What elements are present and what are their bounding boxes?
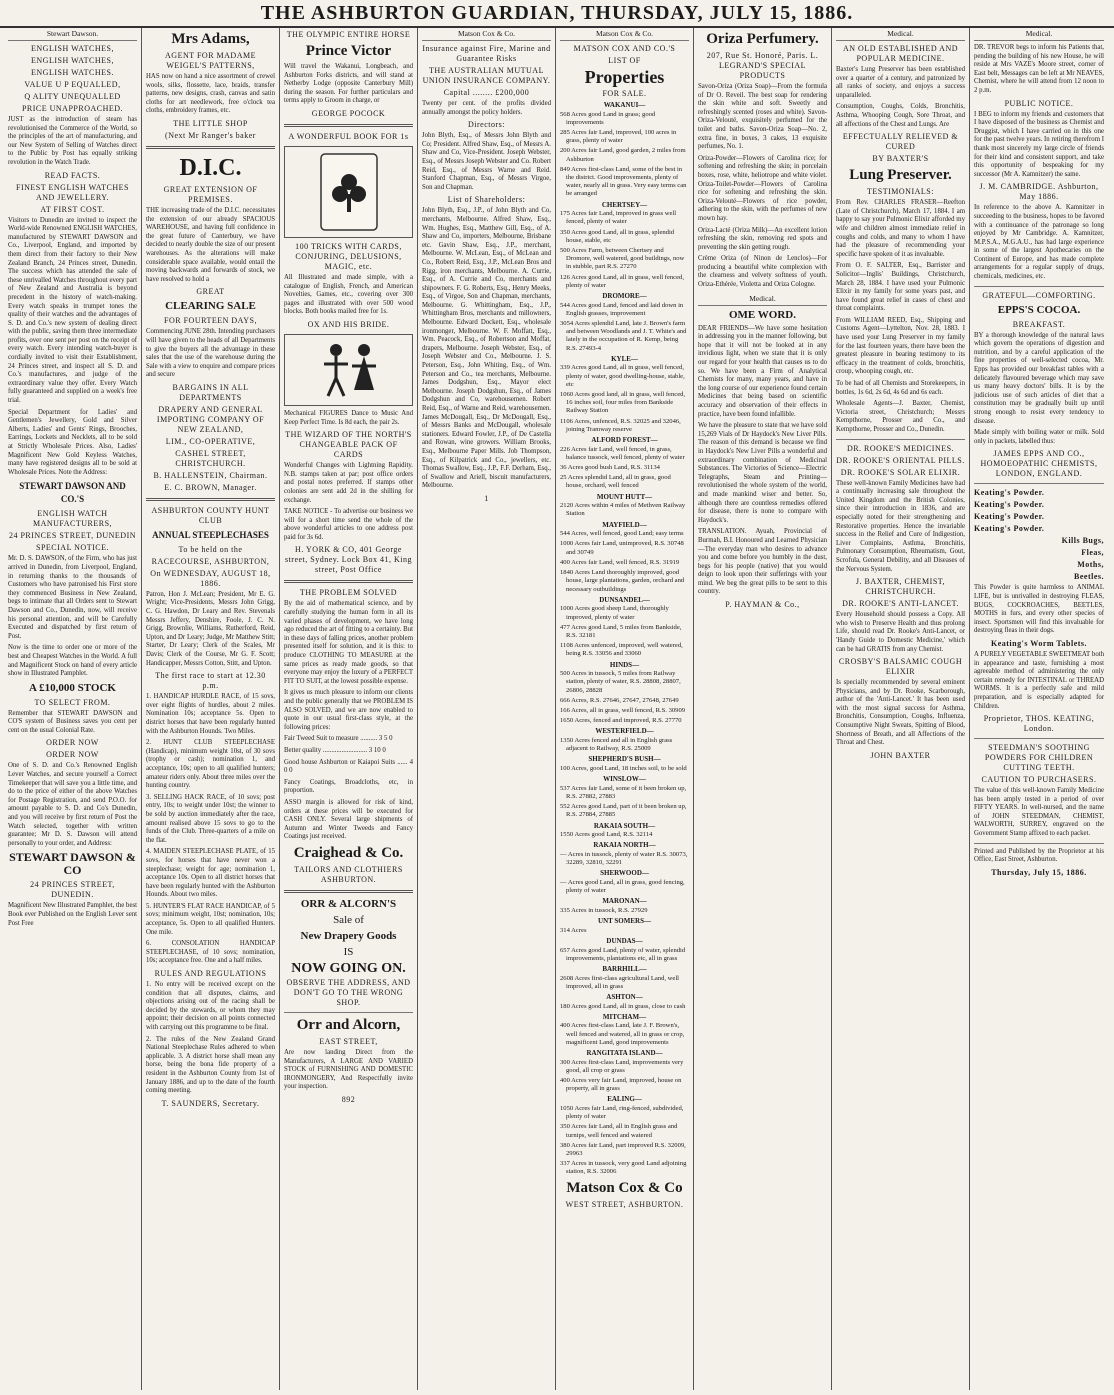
property-entry: 1000 Acres good sheep Land, thoroughly improved, plenty of water: [560, 605, 669, 621]
property-location: RAKAIA SOUTH—: [593, 821, 656, 830]
property-entry: 544 Acres good Land, fenced and laid down in English grasses, improvement: [560, 301, 684, 317]
subheading: SPECIAL NOTICE.: [36, 543, 109, 553]
ad-paragraph: HAS now on hand a nice assortment of crewel wools, silks, flossette, lace, braids, transfer patterns, new designs, crash, canvas and satin cloths for art needlework, free o'clock tea cloths, embroidery frames, etc.: [146, 73, 275, 115]
race-entry: 5. HUNTER'S FLAT RACE HANDICAP, of 5 sovs; minimum weight, 10st; nomination, 10s; acceptance, 5s. Open to all qualified Hunters. One mile.: [146, 902, 275, 936]
property-entry: 350 Acres good Land, all in grass, splendid house, stable, etc: [560, 228, 675, 244]
signature: J. BAXTER, CHEMIST, CHRISTCHURCH.: [855, 577, 946, 597]
ad-paragraph: DEAR FRIENDS—We have some hesitation in addressing you in the manner following, but hope that it will not be looked at in any invidious light, when we state that it is only our regard for your health that causes us to do so. We have been a Firm of Analytical Chemists for many, many years, and have in the long course of our experience found certain Medicines that being based on scientific accuracy and observation of their effects in practice, have been found infallible.: [698, 324, 827, 418]
ad-paragraph: JUST as the introduction of steam has revolutionised the Commerce of the World, so the principles of the art of manufacturing, and our New System of Selling of Watches direct to the Public by Post has equally striking revolution in the Watch Trade.: [8, 116, 137, 166]
ad-title: Mrs Adams,: [171, 31, 250, 47]
property-entry: 537 Acres fair Land, some of it been broken up, R.S. 27882, 27883: [560, 784, 687, 800]
column-properties: [556, 28, 694, 1390]
property-location: DUNDAS—: [606, 936, 643, 945]
illustration-playing-card: [284, 146, 413, 238]
ad-paragraph: One of S. D. and Co.'s Renowned English Lever Watches, and secure yourself a Correct Timekeeper that will save you a little time, and do to the price of either of the above Watches for Postage Registration, and send P.O.O. for amount payable to S. D. and Co's Dunedin, and you will receive by first return of Post the Watch selected, together with written guarantee; Mr D. S. Dawson will attend personally to your order, and Address:: [8, 762, 137, 847]
column-prince-victor: [280, 28, 418, 1390]
property-entry: 335 Acres in tussock, R.S. 27929: [560, 906, 648, 914]
ad-paragraph: Mr. D. S. DAWSON, of the Firm, who has just arrived in Dunedin, from Liverpool, England, in returning thanks to the thousands of Customers who have patronised his First store they commenced Business in New Zealand, begs to intimate that all Orders sent to Stewart Dawson and Co., Dunedin, now, will receive his personal attention, and will be Carefully Executed and dispatched by first return of Post.: [8, 555, 137, 640]
property-entry: 400 Acres fair Land, well fenced, R.S. 31919: [560, 558, 680, 566]
club-card-icon: [319, 152, 379, 232]
price-line: Fair Tweed Suit to measure .......... 3 5 0: [284, 735, 393, 743]
signature: T. SAUNDERS, Secretary.: [161, 1098, 260, 1108]
subheading: CROSBY'S BALSAMIC COUGH ELIXIR: [838, 657, 963, 677]
firm-name: Craighead & Co.: [293, 844, 404, 861]
signature: JOHN BAXTER: [870, 750, 931, 760]
property-location: WINSLOW—: [603, 775, 646, 784]
ad-paragraph: Crème Oriza (of Ninon de Lenclos)—For producing a beautiful white complexion with the clearness and velvety softness of youth. Oriza-Ethérée, Violetta and Oriza Cologne.: [698, 255, 827, 289]
subheading: TESTIMONIALS:: [867, 187, 934, 197]
subheading: Directors:: [468, 120, 505, 130]
property-entry: 568 Acres good Land in grass; good improvements: [560, 110, 656, 126]
property-entry: 1106 Acres, unfenced, R.S. 32025 and 32046, joining Tramway reserve: [560, 417, 681, 433]
column-notices: [970, 28, 1108, 1390]
property-entry: 477 Acres good Land, 5 miles from Bankside, R.S. 32181: [560, 623, 682, 639]
headline-line: ENGLISH WATCHES,: [31, 44, 114, 53]
property-entry: — Acres good Land, all in grass, good fencing, plenty of water: [560, 878, 685, 895]
property-location: EALING—: [607, 1095, 642, 1104]
event-line: The first race to start at 12.30 p.m.: [155, 671, 266, 691]
kills-line: Beetles.: [1074, 572, 1104, 582]
sale-heading: New Drapery Goods: [300, 929, 397, 942]
subheading: TO SELECT FROM.: [34, 697, 111, 707]
keating-line: Keating's Powder.: [974, 488, 1045, 498]
property-entry: 126 Acres good Land, all in grass, well fenced, plenty of water: [560, 273, 684, 289]
property-entry: 314 Acres: [560, 926, 587, 934]
event-heading: ANNUAL STEEPLECHASES: [152, 529, 269, 540]
property-location: MITCHAM—: [602, 1012, 647, 1021]
firm-address: 24 PRINCES STREET, DUNEDIN.: [30, 880, 115, 900]
ad-number: 892: [341, 1094, 356, 1104]
ad-title: Lung Preserver.: [849, 167, 952, 184]
shareholders-list: John Blyth, Esq., J.P., of John Blyth and Co, merchants, Melbourne. Alfred Shaw, Esq., Wm. Hughes, Esq., Matthew Gill, Esq., of A. Shaw and Co, importers, Melbourne, Brisbane etc. Gavin Shaw, Esq., J.P., merchant, Melbourne. W. McLean, Esq., of McLean and Co., Robert Reid, Esq., J.P., McLean Bros and Rigg, iron merchants, Melbourne. A. Currie, Esq., of A. Currie and Co, merchants and shipowners. F. G. Roberts, Esq., Henry Meeks, Esq., of Virgoe, Son and Chapman, merchants, Melbourne. G. Whittingham, Esq., J.P., Whittingham Bros, merchants and millowners, Melbourne. Edward Dockett, Esq., wholesale ironmonger, Melbourne. W. F. Moffatt, Esq., Wm. Peacock, Esq., of Robertson and Moffat, drapers, Melbourne. Joseph Webster, Esq., of Joseph Webster and Co., Melbourne. J. S. Peterson, Esq., John Whiting, Esq., of Wm. Peterson and Co., tea merchants, Melbourne. James Dodgshun, Esq., Mayor elect Melbourne. Joseph Dodgshun, Esq., of James Dodgshun and Co, warehousemen. Robert Reid, Esq., of Warne and Reid, warehousemen. James McDougall, Esq., Dr McDougall, Esq., of Messrs Banks and McDougall, wholesale stationers. Edward Fowler, J.P., of De Castella and Rowan, wine growers. William Brooks, Esq., Melbourne Paper Mills. Job Thompson, Esq., of Kilpatrick and Co., jewellers, etc. Thomas Swallow, Esq., J.P., F.F. Derham, Esq., of Swallow and Ariell, biscuit manufacturers, Melbourne.: [422, 207, 551, 490]
ad-paragraph: Commencing JUNE 28th. Intending purchasers will have given to the heads of all Departments to give the buyers all the advantage in these sales that the use of the warehouse during the Sale with a view to enquire and compare prices and secure: [146, 328, 275, 379]
testimonial: From O. F. SALTER, Esq., Barrister and Solicitor—Inglis' Buildings, Christchurch, March 28, 1884. I have used your Pulmonic Elixir in my family for some years past, and have found great relief in cases of chest and throat complaints.: [836, 262, 965, 313]
ad-paragraph: Wonderful Changes with Lightning Rapidity. N.B. stamps taken at par; post office orders and postal notes preferred. If stamps other colonies are sent add 2d in the shilling for exchange.: [284, 462, 413, 504]
keating-line: Keating's Powder.: [974, 524, 1045, 534]
testimonial: From Rev. CHARLES FRASER—Reefton (Late of Christchurch), March 17, 1884. I am happy to say your Pulmonic Elixir afforded my wife and children almost immediate relief in coughs and colds, and many to whom I have had the pleasure of recommending your specific have spoken of it as invaluable.: [836, 199, 965, 258]
ad-title: OME WORD.: [728, 308, 797, 321]
property-location: MOUNT HUTT—: [596, 492, 653, 501]
property-location: MARONAN—: [602, 897, 647, 906]
ad-paragraph: TRANSLATION. Ayuah, Provincial of Burmah, B.I. Honoured and Learned Physician—The everyday man who desires to advance you and come before you humbly in the dust, begs for his people (native) that you would deign to look upon their sufferings with your mind. We beg the great pills to be sent to this country.: [698, 528, 827, 596]
firm-name: Orr and Alcorn,: [296, 1016, 401, 1033]
ad-paragraph: In reference to the above A. Kamnitzer in succeeding to the business, hopes to be favored with a continuance of the patronage so long enjoyed by Mr Cambridge. A. Kamnitzer, M.P.S.A., M.G.A.U., has had large experience in some of the largest Apothecaries on the Continent of Europe, and has made complete arrangements for a regular supply of drugs, chemicals, medicines, etc.: [974, 204, 1104, 281]
ad-paragraph: Oriza-Powder—Flowers of Carolina rice; for softening and refreshing the skin; in porcelain boxes, rose, white, heliotrope and white violet. Oriza-Toilet-Powder—Flowers of Carolina rice for softening and refreshing the skin. Oriza-Velouté—Flowers of rice powder, adhering to the skin, with the perfumes of new mown hay.: [698, 154, 827, 222]
subheading: EFFECTUALLY RELIEVED & CURED: [842, 132, 959, 152]
ad-paragraph: THE increasing trade of the D.I.C. necessitates the extension of our already SPACIOUS WAREHOUSE, and having full confidence in the great future of Canterbury, we have decided to nearly double the size of our present warehouses. As the alterations will make considerable space available, would entail the moving backwards and forwards of stock, we have resolved to hold a: [146, 206, 275, 283]
ad-paragraph: BY a thorough knowledge of the natural laws which govern the operations of digestion and nutrition, and by a careful application of the fine properties of well-selected cocoa, Mr. Epps has provided our breakfast tables with a delicately flavoured beverage which may save us many heavy doctors' bills. It is by the judicious use of such articles of diet that a constitution may be gradually built up until strong enough to resist every tendency to disease.: [974, 331, 1104, 425]
divider: [146, 498, 275, 501]
ad-paragraph: Twenty per cent. of the profits divided annually amongst the policy holders.: [422, 100, 551, 116]
column-header: Medical.: [836, 28, 965, 41]
ad-paragraph: Special Department for Ladies' and Gentlemen's Jewellery, Gold and Silver Alberts, Ladies' and Gents' Rings, Brooches, Earrings, Lockets and Necklets, all to be sold at Strictly Wholesale Prices. Also, Ladies' Magnificent New Gold Keyless Watches, many have registered designs all to be sold at Wholesale Prices. Note the Address:: [8, 408, 137, 476]
ad-title: A WONDERFUL BOOK FOR 1s: [288, 131, 409, 141]
sale-heading: NOW GOING ON.: [291, 960, 406, 976]
property-entry: — Acres in tussock, plenty of water R.S. 30073, 32289, 32810, 32291: [560, 850, 688, 867]
ad-paragraph: All Illustrated and made simple, with a catalogue of English, French, and American Novelties, Games, etc., covering over 300 pages and illustrated with over 500 wood blocks. Both books mailed free for 1s.: [284, 273, 413, 316]
shop-location: (Next Mr Ranger's baker: [165, 130, 256, 140]
property-entry: 544 Acres, well fenced, good Land; easy terms: [560, 530, 684, 538]
ad-paragraph: We have the pleasure to state that we have sold 15,269 Vials of Dr Haydock's New Liver Pills. The reason of this demand is because we find in Haydock's New Liver Pills a wonderful and extraordinary combination of Medicinal Substances. The Victories of Science—Electric Telegraphs, Steam and Printing—revolutionised the whole system of the world, and made mankind wiser and better. So, although there are countless remedies offered for disease, there is none to compare with Haydock's.: [698, 422, 827, 524]
property-entry: 339 Acres good Land, all in grass, well fenced, plenty of water, good dwelling-house, stable, etc: [560, 364, 685, 388]
signature: E. C. BROWN, Manager.: [164, 482, 257, 492]
subheading: DR. ROOKE'S MEDICINES.: [846, 443, 955, 453]
ad-paragraph: Mechanical FIGURES Dance to Music And Keep Perfect Time. Is 8d each, the pair 2s.: [284, 409, 413, 426]
signature: J. M. CAMBRIDGE. Ashburton, May 1886.: [979, 182, 1099, 202]
property-entry: 2608 Acres first-class agricultural Land, well improved, all in grass: [560, 974, 680, 990]
divider: [284, 580, 413, 583]
ad-paragraph: ASSO margin is allowed for risk of kind, orders at these prices will be executed for CASH ONLY. Several large shipments of Autumn and Winter Tweeds and Fancy Coatings just received.: [284, 798, 413, 841]
firm-name: Matson Cox & Co: [566, 1179, 683, 1196]
company-name: THE AUSTRALIAN MUTUAL UNION INSURANCE COMPANY.: [422, 66, 551, 85]
sale-line: IS: [343, 945, 354, 958]
ad-paragraph: To be had of all Chemists and Storekeepers, in bottles, 1s 6d, 2s 6d, 4s 6d and 6s each.: [836, 380, 965, 396]
column-header: Medical.: [974, 28, 1104, 41]
order-line: ORDER NOW: [46, 750, 99, 760]
divider: [974, 843, 1104, 844]
firm-address: EAST STREET,: [319, 1036, 378, 1046]
property-entry: 1840 Acres Land thoroughly improved, good house, large plantations, garden, orchard and necessary outbuildings: [560, 569, 685, 593]
signature: H. YORK & CO, 401 George street, Sydney. Lock Box 41, King street, Post Office: [284, 545, 413, 575]
signature: B. HALLENSTEIN, Chairman.: [153, 470, 268, 480]
subheading: OBSERVE THE ADDRESS, AND DON'T GO TO THE WRONG SHOP.: [286, 977, 411, 1007]
ad-paragraph: Oriza-Lacté (Oriza Milk)—An excellent lotion refreshing the skin, removing red spots and preventing the skin getting rough.: [698, 226, 827, 251]
property-entry: 350 Acres fair Land, all in English grass and turnips, well fenced and watered: [560, 1123, 678, 1139]
company-name: LIM., CO-OPERATIVE,: [165, 436, 256, 446]
subheading: AT FIRST COST.: [40, 204, 105, 214]
firm-subtitle: ENGLISH WATCH MANUFACTURERS,: [32, 509, 113, 529]
firm-name: MATSON COX AND CO.'S: [573, 44, 676, 53]
signature: JAMES EPPS AND CO., HOMOEOPATHIC CHEMISTS, LONDON, ENGLAND.: [980, 449, 1098, 479]
imprint: Printed and Published by the Proprietor at his Office, East Street, Ashburton.: [974, 847, 1104, 864]
property-location: WAKANUI—: [603, 101, 646, 109]
property-entry: 400 Acres first-class Land, late J. F. Brown's, well fenced and watered, all in grass or crop, magnificent Land, good improvements: [560, 1022, 685, 1046]
divider: [146, 146, 275, 149]
property-location: SHERWOOD—: [600, 869, 649, 878]
ad-paragraph: It gives us much pleasure to inform our clients and the public generally that we PROBLEM IS ALSO SOLVED, and we are now enabled to quote in our usual first-class style, at the following prices:: [284, 689, 413, 731]
ad-subtitle: AN OLD ESTABLISHED AND POPULAR MEDICINE.: [842, 44, 959, 63]
headline-line: Q ALITY UNEQUALLED: [24, 92, 121, 101]
property-location: MAYFIELD—: [602, 520, 647, 529]
subheading: LIST OF: [608, 56, 641, 65]
ad-title: THE PROBLEM SOLVED: [299, 588, 398, 598]
headline-line: ENGLISH WATCHES.: [31, 68, 114, 77]
ad-paragraph: By the aid of mathematical science, and by carefully studying the human form in all its varied phases of development, we have long ago reduced the art of fitting to a certainty. But in these days of falling prices, another problem presented itself for solution, and it is this: to produce CLOTHING TO MEASURE at the same prices as ready made goods, so that everyone may enjoy the luxury of a PERFECT FIT TO SUIT, at the lowest possible expense.: [284, 600, 413, 685]
stock-heading: A £10,000 STOCK: [29, 681, 116, 694]
divider: [284, 890, 413, 893]
column-header: Matson Cox & Co.: [422, 28, 551, 41]
ad-paragraph: 2. The rules of the New Zealand Grand National Steeplechase Rules adhered to when applicable. 3. A district horse shall mean any horse, being the bona fide property of a resident in the Ashburton County from 1st of January 1886, and up to the date of the fourth coming meeting.: [146, 1035, 275, 1095]
column-insurance: [418, 28, 556, 1390]
divider: [974, 738, 1104, 739]
signature: GEORGE POCOCK: [311, 108, 386, 118]
divider: [974, 286, 1104, 287]
ad-paragraph: Will travel the Wakanui, Longbeach, and Ashburton Forks districts, and will stand at Netherby Lodge (opposite Canterbury Mill) during the season. For further particulars and terms apply to Groom in charge, or: [284, 63, 413, 105]
property-list: [560, 101, 689, 1177]
ad-subtitle: 207, Rue St. Honoré, Paris. L. LEGRAND'S SPECIAL PRODUCTS: [706, 51, 819, 80]
column-lung-preserver: [832, 28, 970, 1390]
property-entry: 36 Acres good bush Land, R.S. 31134: [560, 464, 660, 472]
subheading: GRATEFUL—COMFORTING.: [982, 290, 1096, 300]
property-entry: 1108 Acres unfenced, improved, well watered, being R.S. 33056 and 33060: [560, 642, 683, 658]
property-location: DROMORE—: [602, 292, 647, 301]
subheading: Keating's Worm Tablets.: [990, 638, 1088, 648]
subheading: PUBLIC NOTICE.: [1004, 98, 1074, 108]
ad-paragraph: DR. TREVOR begs to inform his Patients that, pending the building of his new House, he will reside at Mrs VAZE's Moore street, corner of East belt, Messages can be left at Mr NEAVES, Chemist, where he will attend from 12 noon to 2 p.m.: [974, 44, 1104, 94]
testimonial: From WILLIAM REED, Esq., Shipping and Customs Agent—Lyttelton, Nov. 28, 1883. I have used your Lung Preserver in my family for the last fourteen years, there have been the greatest pleasure in bearing testimony to its efficacy in the treatment of colds, bronchitis, croup, whooping cough, etc.: [836, 316, 965, 376]
event-date: On WEDNESDAY, AUGUST 18, 1886.: [150, 568, 271, 588]
property-entry: 3054 Acres splendid Land, late J. Brown's farm and between Woodlands and J. T. White's and lately in the occupation of R. Kemp, being R.S. 27493-4: [560, 320, 687, 352]
race-entry: 6. CONSOLATION HANDICAP STEEPLECHASE, of 10 sovs; nomination, 10s; acceptance free. One and a half miles.: [146, 940, 275, 965]
divider: [836, 439, 965, 440]
property-entry: 500 Acres Farm, between Chertsey and Dromore, well watered, good buildings, now in stubble, part R.S. 27270: [560, 247, 685, 271]
subheading: FOR FOURTEEN DAYS,: [164, 316, 257, 326]
headline-line: PRICE UNAPPROACHED.: [21, 104, 124, 113]
ad-paragraph: TAKE NOTICE - To advertise our business we will for a short time send the whole of the above wonderful articles to one address post paid for 3s 6d.: [284, 508, 413, 541]
section-header: Medical.: [698, 293, 827, 306]
property-location: SHEPHERD'S BUSH—: [588, 755, 661, 764]
ad-subtitle: GREAT EXTENSION OF PREMISES.: [163, 184, 258, 204]
club-name: ASHBURTON COUNTY HUNT CLUB: [151, 505, 270, 525]
directors-list: John Blyth, Esq., of Messrs John Blyth and Co; President. Alfred Shaw, Esq., of Messrs A. Shaw and Co, Vice-President. Joseph Webster, Esq., of Messrs Joseph Webster and Co. Robert Reid, Esq., of Messrs Warne and Reid. Stanford Chapman, Esq., of Messrs Virgoe, Son and Chapman.: [422, 132, 551, 191]
masthead: THE ASHBURTON GUARDIAN, THURSDAY, JULY 15, 1886.: [0, 0, 1114, 28]
subheading: READ FACTS.: [44, 170, 101, 180]
illustration-dancing-figures: [284, 334, 413, 406]
property-entry: 285 Acres fair Land, improved, 100 acres in grass, plenty of water: [560, 129, 677, 145]
subheading: GREAT: [196, 287, 225, 297]
property-entry: 25 Acres splendid Land, all in grass, good house, orchard, well fenced: [560, 474, 671, 490]
ad-paragraph: Is specially recommended by several eminent Physicians, and by Dr. Rooke, Scarborough, author of the 'Anti-Lancet.' It has been used with the most signal success for Asthma, Bronchitis, Consumption, Coughs, Influenza, Consumptive Night Sweats, Spitting of Blood, Shortness of Breath, and all Affections of the Throat and Chest.: [836, 679, 965, 747]
event-line: To be held on the: [178, 544, 243, 554]
property-entry: 1550 Acres good Land, R.S. 32114: [560, 831, 653, 839]
race-entry: 2. HUNT CLUB STEEPLECHASE (Handicap), minimum weight 10st, of 30 sovs (trophy or cash); nomination 1, and acceptance, 10s; open to all qualified hunters; amateur riders only. About three miles over the hunting country.: [146, 739, 275, 790]
order-line: ORDER NOW: [46, 738, 99, 748]
kills-line: Fleas,: [1081, 548, 1104, 558]
ad-paragraph: I BEG to inform my friends and customers that I have disposed of the business as Chemist and Druggist, which I have carried on in this one for the past twelve years. In retiring therefrom I thank most sincerely my large circle of friends for their kind and consistent support, and take this opportunity of bespeaking for my successor (Mr A. Kamnitzer) the same.: [974, 110, 1104, 178]
property-location: RAKAIA NORTH—: [593, 841, 656, 850]
property-location: CHERTSEY—: [601, 200, 648, 209]
imprint-date: Thursday, July 15, 1886.: [991, 867, 1087, 877]
ad-subtitle: THE OLYMPIC ENTIRE HORSE: [286, 30, 411, 39]
column-header: Stewart Dawson.: [8, 28, 137, 41]
headline-line: ENGLISH WATCHES,: [31, 56, 114, 65]
ad-title: Properties: [584, 67, 665, 87]
shop-name: THE LITTLE SHOP: [173, 118, 248, 128]
sale-heading: CLEARING SALE: [165, 300, 256, 313]
ad-paragraph: Consumption, Coughs, Colds, Bronchitis, Asthma, Whooping Cough, Sore Throat, and all affections of the Chest and Lungs. Are: [836, 103, 965, 128]
columns: [4, 28, 1110, 1390]
column-mrs-adams-dic: [142, 28, 280, 1390]
ad-paragraph: Magnificent New Illustrated Pamphlet, the best Book ever Published on the English Lever sent Post Free: [8, 902, 137, 927]
subheading: DR. ROOKE'S ORIENTAL PILLS.: [836, 455, 965, 465]
firm-footer: STEWART DAWSON & CO: [9, 850, 136, 878]
property-entry: 380 Acres fair Land, part improved R.S. 32009, 29963: [560, 1141, 686, 1157]
divider: [974, 483, 1104, 484]
property-location: RANGITATA ISLAND—: [586, 1048, 663, 1057]
ad-paragraph: Are now landing Direct from the Manufacturers, A LARGE AND VARIED STOCK of FURNISHING AND DOMESTIC IRONMONGERY, And Respectfully invite your inspection.: [284, 1048, 413, 1091]
firm-name: ORR & ALCORN'S: [300, 897, 397, 910]
kills-line: Kills Bugs,: [1061, 536, 1104, 546]
property-entry: 226 Acres fair Land, well fenced, in grass, balance tussock, well fenced, plenty of water: [560, 445, 685, 461]
property-entry: 1060 Acres good land, all in grass, well fenced, 16 inches soil, four miles from Bankside Railway Station: [560, 391, 686, 415]
property-entry: 552 Acres good Land, part of it been broken up, R.S. 27884, 27885: [560, 803, 687, 819]
subheading: CAUTION TO PURCHASERS.: [981, 775, 1097, 785]
subheading: OX AND HIS BRIDE.: [307, 319, 390, 329]
column-stewart-dawson: [4, 28, 142, 1390]
subheading: BY BAXTER'S: [872, 154, 929, 164]
race-entry: 3. SELLING HACK RACE, of 10 sovs; post entry, 10s; to weight under 10st; the winner to be sold by auction immediately after the race, amount realised above 15 sovs to go to the funds of the Club. Three-quarters of a mile on the flat.: [146, 793, 275, 844]
kills-line: Moths,: [1077, 560, 1104, 570]
ad-title: D.I.C.: [179, 154, 242, 181]
property-location: ALFORD FOREST—: [591, 436, 658, 445]
column-oriza: [694, 28, 832, 1390]
ad-title: EPPS'S COCOA.: [997, 303, 1081, 316]
subheading: FOR SALE.: [602, 89, 647, 98]
property-location: HINDS—: [609, 660, 640, 669]
ad-paragraph: 1. No entry will be received except on the condition that all disputes, claims, and objections arising out of the racing shall be decided by the stewards, or whom they may appoint; their decision on all points connected with carrying out this programme to be final.: [146, 981, 275, 1031]
capital-line: Capital ........ £200,000: [443, 88, 530, 97]
property-location: UNT SOMERS—: [598, 917, 651, 926]
ad-paragraph: Remember that STEWART DAWSON and CO'S system of Business saves you cent per cent on the usual Colonial Rate.: [8, 709, 137, 734]
dancing-figures-icon: [314, 340, 384, 400]
signature: P. HAYMAN & Co.,: [725, 600, 800, 610]
subheading: DR. ROOKE'S ANTI-LANCET.: [842, 599, 959, 609]
ad-number: 1: [484, 493, 489, 503]
keating-line: Keating's Powder.: [974, 512, 1045, 522]
subheading: BARGAINS IN ALL DEPARTMENTS: [172, 382, 249, 402]
property-location: ASHTON—: [606, 992, 643, 1001]
subheading: FINEST ENGLISH WATCHES AND JEWELLERY.: [16, 182, 129, 202]
ad-paragraph: Baxter's Lung Preserver has been established over a quarter of a century, and patronized by all ranks of society, and enjoys a success unparalleled.: [836, 66, 965, 99]
keating-line: Keating's Powder.: [974, 500, 1045, 510]
ad-paragraph: Wholesale Agents—J. Baxter, Chemist, Victoria street, Christchurch; Messrs Kempthorne, Prosser and Co., and Kempthorne, Prosser and Co., Dunedin.: [836, 400, 965, 433]
property-location: WESTERFIELD—: [595, 727, 654, 736]
ad-paragraph: Now is the time to order one or more of the best and Cheapest Watches in the World. A full and Magnificent Stock on hand of every article show in Illustrated Pamphlet.: [8, 644, 137, 678]
ad-paragraph: The value of this well-known Family Medicine has been amply tested in a period of over FIFTY YEARS. In well-nursed, and the name of JOHN STEEDMAN, CHEMIST, WALWORTH, SURREY, engraved on the Government Stamp affixed to each packet.: [974, 787, 1104, 838]
signature: Proprietor, THOS. KEATING, London.: [983, 714, 1095, 734]
property-entry: 1050 Acres fair Land, ring-fenced, subdivided, plenty of water: [560, 1104, 684, 1121]
ad-paragraph: Visitors to Dunedin are invited to inspect the World-wide Renowned ENGLISH WATCHES, manufactured by STEWART DAWSON and Co., Liverpool, England, and imported by them direct from their factory to their New Zealand Branch, 24 Princes street, Dunedin. The success which has attended the sale of these unrivalled Watches throughout every part of New Zealand and Australia is beyond precedent in the history of watch-making. Every watch speaks in trumpet tones the quality of their watches and the advantages of S. D. and Co.'s new system of dealing direct with the public, saving them three intermediate profits, over one sent per post on the receipt of every watch. Every intending watch-buyer is cordially invited to visit their Establishment, 24 Princes street, and inspect all S. D. and Co.'s manufactures, and judge of the extraordinary value they offer. Every Watch fully guaranteed and supplied on a week's free trial.: [8, 216, 137, 405]
property-entry: 849 Acres first-class Land, some of the best in the district. Good improvements, plenty of water, nearly all in grass. Very easy terms can be arranged: [560, 165, 687, 198]
property-entry: 100 Acres, good Land, 18 inches soil, to be sold: [560, 764, 687, 772]
ad-subtitle: Insurance against Fire, Marine and Guarantee Risks: [422, 44, 551, 63]
subheading: STEEDMAN'S SOOTHING POWDERS FOR CHILDREN CUTTING TEETH.: [984, 743, 1094, 773]
property-entry: 180 Acres good Land, all in grass, close to cash: [560, 1002, 686, 1010]
property-entry: 500 Acres in tussock, 5 miles from Railway station, plenty of water, R.S. 28808, 28807, 26806, 28828: [560, 670, 681, 694]
ad-paragraph: Made simply with boiling water or milk. Sold only in packets, labelled thus:: [974, 429, 1104, 445]
sale-line: Sale of: [333, 913, 364, 926]
divider: [284, 1012, 413, 1013]
company-name: DRAPERY AND GENERAL IMPORTING COMPANY OF NEW ZEALAND,: [156, 404, 265, 434]
race-entry: 1. HANDICAP HURDLE RACE, of 15 sovs, over eight flights of hurdles, about 2 miles. Nomination 10s; acceptance 5s. Open to district horses that have been regularly hunted with the Ashburton Hounds. Two Miles.: [146, 693, 275, 735]
property-entry: 1350 Acres fenced and all in English grass adjacent to Railway, R.S. 25009: [560, 736, 673, 753]
firm-address: 24 PRINCES STREET, DUNEDIN: [8, 531, 137, 541]
ad-title: Prince Victor: [305, 43, 392, 59]
ad-paragraph: Patron, Hon J. McLean; President, Mr E. G. Wright; Vice-Presidents, Messrs John Grigg, C. G. Hawdon, Dr Leary and Rev. Stevenals Messrs Jeffery, Denshire, Foole, J. C. N. Grigg, Brownlie, Williams, Rutherford, Reid, Upton, and Dr Leary; Judge, Mr Matthew Stitt; Starter, Dr Leary; Clerk of the Scales, Mr Davis; Clerk of the Course, Mr G. F. Scott; Handicapper, Messrs Cotton, Stitt, and Upton.: [146, 590, 275, 667]
property-entry: 166 Acres, all in grass, well fenced, R.S. 30909: [560, 706, 686, 714]
subheading: DR. ROOKE'S SOLAR ELIXIR.: [840, 467, 961, 477]
property-entry: 2120 Acres within 4 miles of Methven Railway Station: [560, 502, 686, 518]
event-line: RACECOURSE, ASHBURTON,: [151, 556, 270, 566]
price-line: Good house Ashburton or Kaiapoi Suits ...... 4 0 0: [284, 758, 413, 775]
firm-name: STEWART DAWSON AND CO.'S: [19, 481, 126, 505]
ad-paragraph: Every Household should possess a Copy. All who wish to Preserve Health and thus prolong Life, should read Dr. Rooke's Anti-Lancet, or 'Handy Guide to Domestic Medicine,' which can be had GRATIS from any Chemist.: [836, 611, 965, 653]
property-entry: 300 Acres first-class Land, improvements very good, all crop or grass: [560, 1058, 684, 1074]
column-header: Matson Cox & Co.: [560, 28, 689, 41]
property-entry: 200 Acres fair Land, good garden, 2 miles from Ashburton: [560, 147, 686, 163]
property-location: BARRHILL—: [602, 964, 647, 973]
subheading: RULES AND REGULATIONS: [154, 969, 267, 979]
property-entry: 1000 Acres fair Land, unimproved, R.S. 30748 and 30749: [560, 540, 684, 556]
ad-paragraph: These well-known Family Medicines have had a continually increasing sale throughout the United Kingdom and the British Colonies, since their introduction in 1836, and are especially noted for their strengthening and Restorative properties. Hence the invariable success in the Relief and Cure of Indigestion, Liver Complaints, Asthma, Bronchitis, Pulmonary Consumption, Rheumatism, Gout, Scrofula, General Debility, and all Diseases of the Nervous System.: [836, 479, 965, 573]
property-entry: 400 Acres very fair Land, improved, house on property, all in grass: [560, 1076, 682, 1093]
property-location: KYLE—: [611, 354, 638, 363]
property-entry: 666 Acres, R.S. 27646, 27647, 27648, 27649: [560, 696, 679, 704]
company-address: CASHEL STREET, CHRISTCHURCH.: [175, 448, 246, 468]
ad-title: Oriza Perfumery.: [706, 31, 819, 47]
ad-subtitle: AGENT FOR MADAME WEIGEL'S PATTERNS,: [165, 51, 256, 70]
ad-paragraph: A PURELY VEGETABLE SWEETMEAT both in appearance and taste, furnishing a most agreeable method of administering the only certain remedy for INTESTINAL or THREAD WORMS. It is a perfectly safe and mild preparation, and is especially adapted for Children.: [974, 650, 1104, 710]
property-location: DUNSANDEL—: [599, 595, 650, 604]
subheading: BREAKFAST.: [1012, 319, 1066, 329]
firm-address: WEST STREET, ASHBURTON.: [565, 1199, 684, 1209]
property-entry: 657 Acres good Land, plenty of water, splendid improvements, plantations etc, all in grass: [560, 946, 686, 962]
divider: [284, 124, 413, 127]
headline-line: VALUE U P EQUALLED,: [24, 80, 121, 89]
ad-paragraph: Savon-Oriza (Oriza Soap)—From the formula of Dr O. Reveil. The best soap for rendering the skin white and soft. Sweetly and refreshingly scented (roses and white). Savon-Oriza-Velouté, exquisitely perfumed for the toilet and baths. Savon-Oriza Soap—No. 2, extra fine, in boxes, 3 cakes, 13 exquisite perfumes, No. 1.: [698, 83, 827, 151]
race-entry: 4. MAIDEN STEEPLECHASE PLATE, of 15 sovs, for horses that have never won a steeplechase; weight for age; nomination 1, acceptance 10s. Open to all district horses that have been regularly hunted with the Ashburton Hounds. About two miles.: [146, 848, 275, 899]
ad-paragraph: Fancy Coatings, Broadcloths, etc, in proportion.: [284, 778, 413, 795]
subheading: 100 TRICKS WITH CARDS, CONJURING, DELUSIONS, MAGIC, etc.: [295, 241, 402, 271]
price-line: Better quality .......................... 3 10 0: [284, 746, 386, 754]
property-entry: 1650 Acres, fenced and improved, R.S. 27770: [560, 717, 682, 725]
property-entry: 337 Acres in tussock, very good Land adjoining station, R.S. 32006: [560, 1160, 687, 1176]
ad-paragraph: This Powder is quite harmless to ANIMAL LIFE, but is unrivalled in destroying FLEAS, BUGS, COCKROACHES, BEETLES, MOTHS in furs, and every other species of insect. Sportsmen will find this invaluable for destroying fleas in their dogs.: [974, 584, 1104, 635]
firm-subtitle: TAILORS AND CLOTHIERS ASHBURTON.: [294, 864, 403, 884]
subheading: THE WIZARD OF THE NORTH'S CHANGEABLE PACK OF CARDS: [285, 430, 412, 460]
property-entry: 175 Acres fair Land, improved in grass well fenced, plenty of water: [560, 210, 677, 226]
subheading: List of Shareholders:: [447, 195, 526, 205]
